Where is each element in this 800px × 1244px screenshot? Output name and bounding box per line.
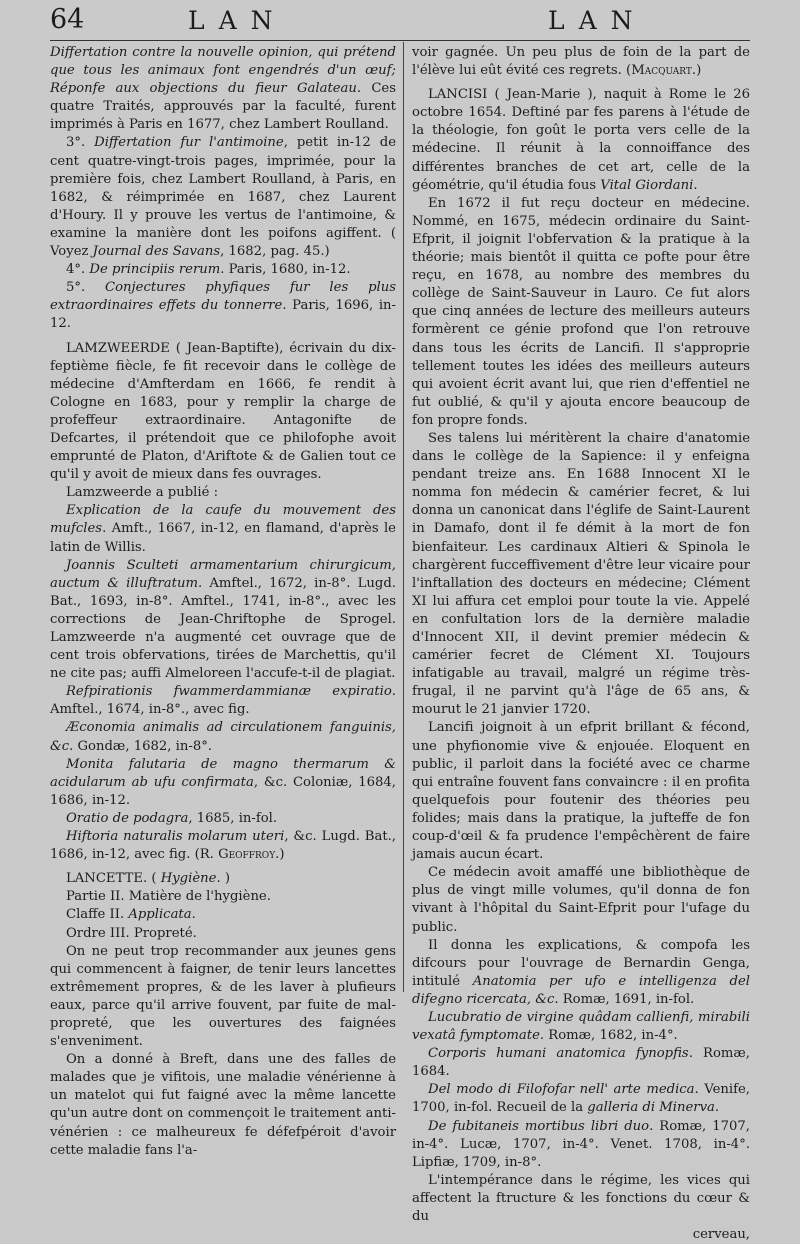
- text: 3°.: [66, 135, 95, 151]
- bibliography-item: [50, 719, 396, 755]
- catchword: cerveau,: [692, 1227, 750, 1243]
- category: Hygiène: [160, 871, 217, 887]
- classification-line: [50, 906, 396, 924]
- entry-lancette-heading: [50, 870, 396, 888]
- work-title: Hiftoria naturalis molarum uteri: [66, 829, 285, 845]
- paragraph: [412, 937, 750, 1009]
- work-title: De fubitaneis mortibus libri duo: [428, 1118, 650, 1134]
- text: , 1682, pag. 45.): [220, 244, 330, 260]
- entry-lancisi: [412, 86, 750, 195]
- paragraph: [50, 44, 396, 134]
- bibliography-item: [412, 1045, 750, 1081]
- paragraph: [50, 134, 396, 261]
- running-head-left: LAN: [188, 6, 287, 35]
- paragraph: On ne peut trop recommander aux jeunes gens qui commencent à faigner, de tenir leurs lancettes extrêmement propres, & de les laver à plufieurs eaux, parce qu'il arrive fouvent, par fuite de mal-propreté, que les ouvertures des faignées s'enveniment.: [50, 943, 396, 1050]
- text: . Romæ, 1707, in-4°. Lucæ, 1707, in-4°. Venet. 1708, in-4°. Lipfiæ, 1709, in-8°.: [412, 1118, 750, 1170]
- work-title: Monita falutaria de magno thermarum & acidularum ab ufu confirmata: [50, 756, 396, 790]
- work-title: De principiis rerum: [89, 262, 221, 278]
- text: .: [191, 907, 196, 923]
- bibliography-item: [50, 810, 396, 828]
- work-title: Differtation contre la nouvelle opinion, qui prétend que tous les animaux font engendrés d'un œuf; Réponfe aux objections du fieur Galateau.: [50, 45, 396, 97]
- text: Il donna les explications, & compofa les difcours pour l'ouvrage de Bernardin Genga, intitulé: [412, 937, 750, 989]
- text: , &c. Lugd. Bat., 1686, in-12, avec fig. (R.: [50, 829, 396, 863]
- bibliography-item: [412, 1118, 750, 1172]
- author-signature: Geoffroy: [218, 847, 276, 863]
- work-title: Differtation fur l'antimoine: [94, 135, 284, 151]
- running-head-right: LAN: [548, 6, 647, 35]
- author-signature: Macquart: [631, 63, 692, 79]
- text: Applicata: [128, 907, 192, 923]
- text: LANCISI ( Jean-Marie ), naquit à Rome le 26 octobre 1654. Deftiné par fes parens à l'étude de la théologie, fon goût le porta vers celle de la médecine. Il réunit à la connoiffance des différentes branches de cet art, celle de la géométrie, qu'il étudia fous: [412, 87, 750, 193]
- paragraph: Lamzweerde a publié :: [66, 485, 219, 501]
- left-column: [50, 44, 396, 1160]
- work-title: Conjectures phyfiques fur les plus extraordinaires effets du tonnerre: [50, 280, 396, 314]
- text: 4°.: [66, 262, 90, 278]
- bibliography-item: [50, 683, 396, 719]
- right-column: [412, 44, 750, 1244]
- page-header: [0, 4, 800, 44]
- person-name: Vital Giordani: [600, 177, 694, 193]
- paragraph: Ses talens lui méritèrent la chaire d'anatomie dans le collège de la Sapience: il y enfeigna pendant treize ans. En 1688 Innocent XI le nomma fon médecin & camérier fecret, & lui donna un canonicat dans l'églife de Saint-Laurent in Damafo, dont il fe démit à la mort de fon bienfaiteur. Les cardinaux Altieri & Spinola le chargèrent fucceffivement d'être leur vicaire pour l'inftallation des docteurs en médecine; Clément XI lui affura cet emploi pour toute la vie. Appelé en confultation lors de la dernière maladie d'Innocent XII, il devint premier médecin & camérier fecret de Clément XI. Toujours infatigable au travail, malgré un régime très-frugal, il ne parvint qu'à l'âge de 65 ans, & mourut le 21 janvier 1720.: [412, 430, 750, 718]
- work-title: Joannis Sculteti armamentarium chirurgicum, auctum & illuftratum: [50, 557, 396, 591]
- paragraph: Ce médecin avoit amaffé une bibliothèque de plus de vingt mille volumes, qu'il donna de fon vivant à l'hôpital du Saint-Efprit pour l'ufage du public.: [412, 865, 750, 935]
- text: Ces quatre Traités, approuvés par la faculté, furent imprimés à Paris en 1677, chez Lambert Roulland.: [50, 81, 396, 133]
- paragraph: [50, 279, 396, 333]
- bibliography-item: [50, 557, 396, 684]
- text: , 1685, in-fol.: [188, 810, 278, 826]
- work-title: Æconomia animalis ad circulationem fanguinis, &c.: [50, 720, 396, 754]
- column-divider: [403, 42, 404, 992]
- text: . Amft., 1667, in-12, en flamand, d'après le latin de Willis.: [50, 521, 396, 555]
- work-title: galleria di Minerva: [587, 1100, 715, 1116]
- bibliography-item: [412, 1081, 750, 1117]
- work-title: Oratio de podagra: [66, 810, 189, 826]
- text: , petit in-12 de cent quatre-vingt-trois pages, imprimée, pour la première fois, chez Lambert Roulland, à Paris, en 1682, & réimprimée en 1687, chez Laurent d'Houry. Il y prouve les vertus de l'antimoine, & examine la manière dont les poifons agiffent. ( Voyez: [50, 135, 396, 260]
- paragraph: En 1672 il fut reçu docteur en médecine. Nommé, en 1675, médecin ordinaire du Saint-Efprit, il joignit l'obfervation & la pratique à la théorie; mais bientôt il quitta ce pofte pour être reçu, en 1678, au nombre des membres du collège de Saint-Sauveur in Lauro. Ce fut alors que cinq années de lecture des meilleurs auteurs formèrent ce génie profond que l'on retrouve dans tous les écrits de Lancifi. Il s'approprie tellement toutes les idées des meilleurs auteurs qui avoient écrit avant lui, que rien d'effentiel ne fut oublié, & qu'il y ajouta encore beaucoup de fon propre fonds.: [412, 195, 750, 428]
- work-title: Refpirationis fwammerdammianæ expiratio: [66, 684, 392, 700]
- work-title: Explication de la caufe du mouvement des mufcles: [50, 503, 396, 537]
- work-title: Lucubratio de virgine quâdam callienfi, mirabili vexatâ fymptomate: [412, 1009, 750, 1044]
- text: .: [714, 1100, 720, 1116]
- text: Claffe II.: [66, 907, 129, 923]
- paragraph: [412, 44, 750, 80]
- paragraph: On a donné à Breft, dans une des falles de malades que je vifitois, une maladie vénérienne à un matelot qui fut faigné avec la même lancette qu'un autre dont on commençoit le traitement anti-vénérien : ce malheureux fe défefpéroit d'avoir cette maladie fans l'a-: [50, 1052, 396, 1158]
- classification-line: Partie II. Matière de l'hygiène.: [66, 889, 271, 905]
- work-title: Anatomia per ufo e intelligenza del difegno ricercata, &c.: [412, 973, 750, 1007]
- text: . Amftel., 1674, in-8°., avec fig.: [50, 684, 396, 718]
- text: . Venife, 1700, in-fol. Recueil de la: [412, 1082, 750, 1116]
- bibliography-item: [412, 1009, 750, 1045]
- text: 5°.: [66, 280, 106, 296]
- work-title: Journal des Savans: [92, 244, 221, 260]
- header-rule: [50, 40, 750, 41]
- paragraph: Lancifi joignoit à un efprit brillant & fécond, une phyfionomie vive & enjouée. Eloquent en public, il parloit dans la fociété avec ce charme qui entraîne fouvent fans convaincre : il en profita quelquefois pour foutenir des théories peu folides; mais dans la pratique, la jufteffe de fon coup-d'œil & fa prudence l'empêchèrent de faire jamais aucun écart.: [412, 720, 750, 863]
- entry-lamzweerde: LAMZWEERDE ( Jean-Baptifte), écrivain du dix-feptième fiècle, fe fit recevoir dans le collège de médecine d'Amfterdam en 1666, fe rendit à Cologne en 1683, pour y remplir la charge de profeffeur extraordinaire. Antagonifte de Defcartes, il prétendoit que ce philofophe avoit emprunté de Platon, d'Ariftote & de Galien tout ce qu'il y avoit de mieux dans fes ouvrages.: [50, 340, 396, 483]
- text: Gondæ, 1682, in-8°.: [73, 738, 212, 754]
- work-title: Corporis humani anatomica fynopfis: [428, 1046, 689, 1062]
- bibliography-item: [50, 828, 396, 864]
- text: LANCETTE. (: [66, 871, 161, 887]
- text: .: [693, 177, 698, 193]
- text: voir gagnée. Un peu plus de foin de la part de l'élève lui eût évité ces regrets. (: [412, 45, 750, 79]
- text: . Paris, 1680, in-12.: [220, 262, 351, 278]
- text: .): [275, 847, 285, 863]
- bibliography-item: [50, 756, 396, 810]
- text: Romæ, 1691, in-fol.: [558, 991, 695, 1007]
- paragraph: L'intempérance dans le régime, les vices qui affectent la ftructure & les fonctions du cœur & du: [412, 1172, 750, 1224]
- paragraph: [50, 261, 396, 279]
- bibliography-item: [50, 502, 396, 556]
- work-title: Del modo di Filofofar nell' arte medica: [428, 1082, 695, 1098]
- classification-line: Ordre III. Propreté.: [66, 925, 197, 941]
- text: . Paris, 1696, in-12.: [50, 298, 396, 332]
- text: . Romæ, 1684.: [412, 1046, 750, 1080]
- text: . Amftel., 1672, in-8°. Lugd. Bat., 1693, in-8°. Amftel., 1741, in-8°., avec les corrections de Jean-Chriftophe de Sprogel. Lamzweerde n'a augmenté cet ouvrage que de cent trois obfervations, tirées de Marchettis, qu'il ne cite pas; auffi Almeloreen l'accufe-t-il de plagiat.: [50, 575, 396, 682]
- text: . ): [216, 871, 230, 887]
- text: , &c. Coloniæ, 1684, 1686, in-12.: [50, 774, 396, 808]
- text: . Romæ, 1682, in-4°.: [539, 1028, 678, 1044]
- page-number: 64: [50, 4, 85, 35]
- text: .): [691, 63, 702, 79]
